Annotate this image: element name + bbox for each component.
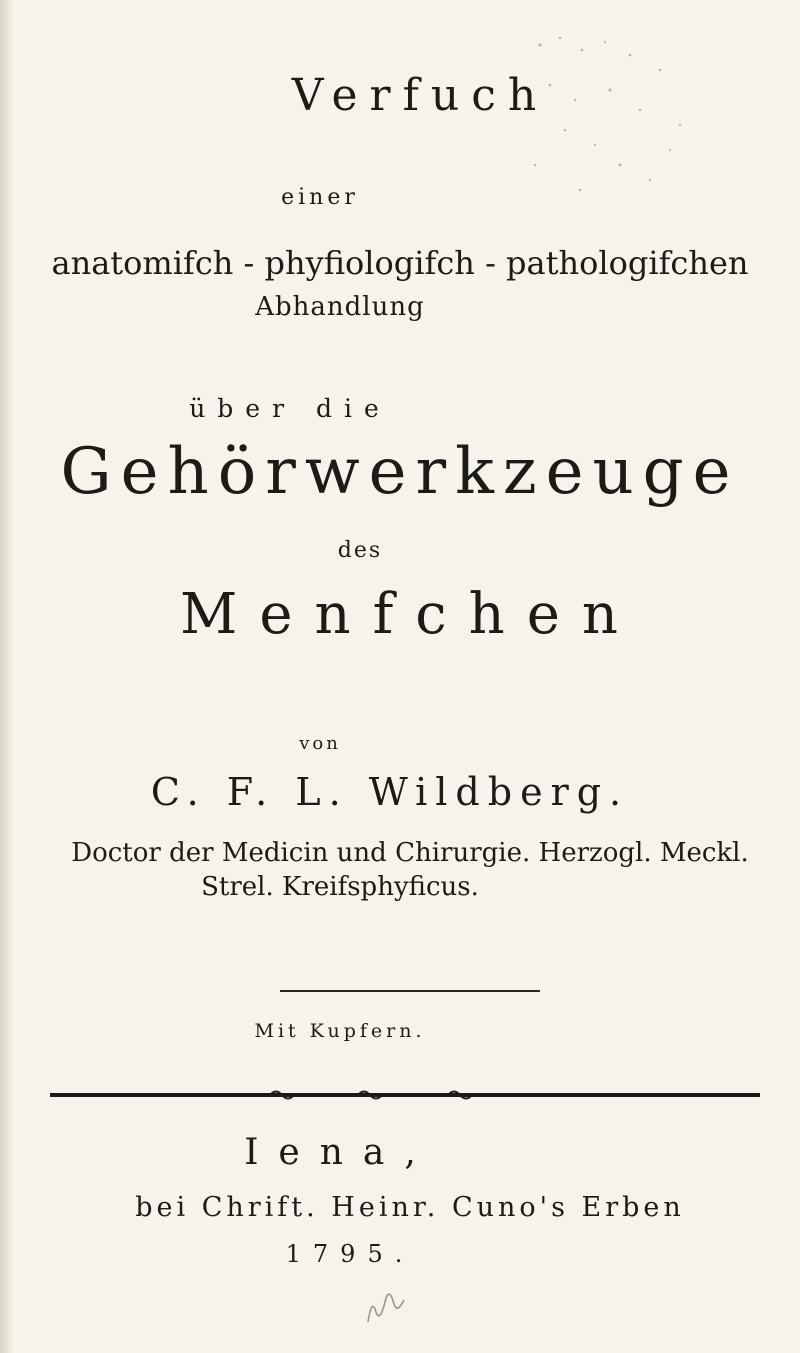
author-title-line-2: Strel. Kreifsphyficus. xyxy=(201,872,479,902)
handwritten-mark xyxy=(360,1282,410,1332)
illustrations-note: Mit Kupfern. xyxy=(254,1020,426,1042)
von-text: von xyxy=(299,733,341,754)
publisher-text: bei Chrift. Heinr. Cuno's Erben xyxy=(135,1192,685,1223)
divider-rule xyxy=(280,990,540,992)
einer-text: einer xyxy=(281,185,359,210)
author-title-line-1: Doctor der Medicin und Chirurgie. Herzogl. Meckl. xyxy=(71,838,749,868)
year-text: 1795. xyxy=(285,1240,415,1268)
author-name: C. F. L. Wildberg. xyxy=(150,770,630,814)
main-title: Gehörwerkzeuge xyxy=(60,435,740,509)
ornamental-rule xyxy=(50,1087,760,1103)
title-word: Verfuch xyxy=(291,70,549,121)
place-text: Iena, xyxy=(244,1132,436,1173)
subject-line: anatomifch - phyfiologifch - pathologifchen xyxy=(51,244,749,282)
abhandlung-text: Abhandlung xyxy=(255,292,425,322)
menfchen-text: Menfchen xyxy=(180,582,640,647)
des-text: des xyxy=(337,538,383,563)
ueber-die-text: über die xyxy=(189,394,391,423)
